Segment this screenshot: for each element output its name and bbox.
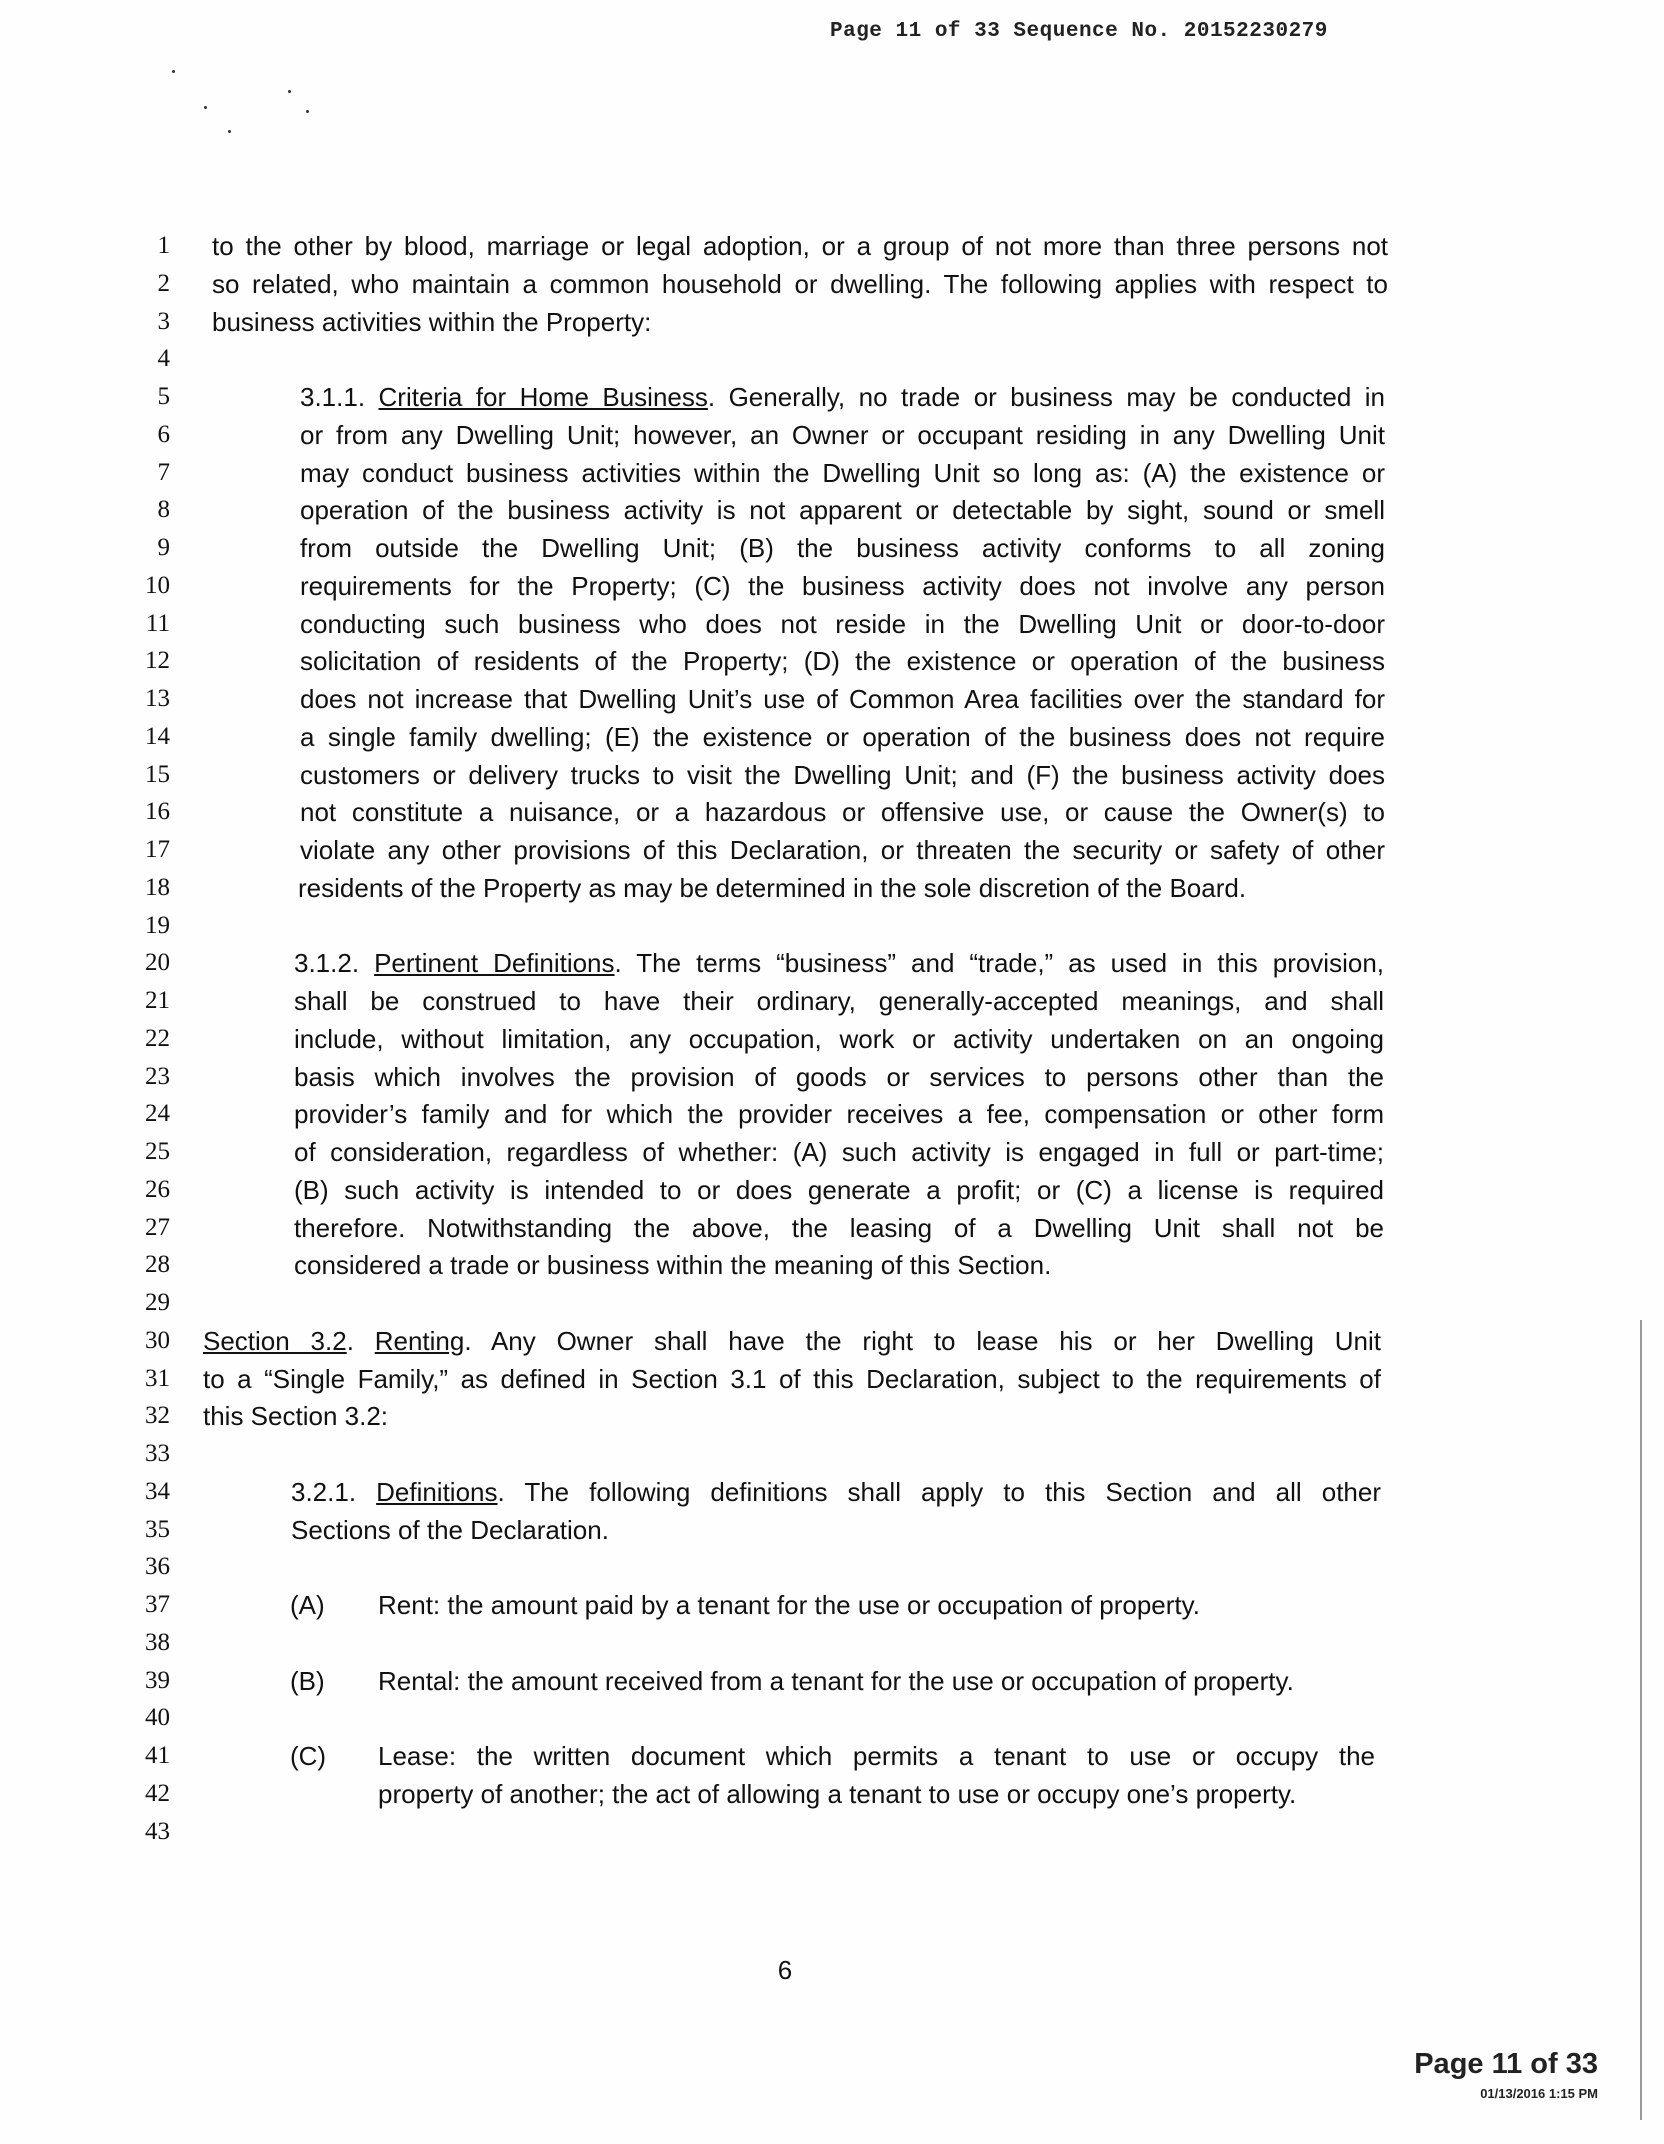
line-text xyxy=(300,493,1385,527)
page-number: 6 xyxy=(777,1955,793,1985)
line-number: 21 xyxy=(145,987,170,1014)
document-line xyxy=(0,1475,1664,1509)
text-segment: business activities within the Property: xyxy=(212,306,652,337)
text-segment: to the other by blood, marriage or legal adoption, or a group of not more than three persons not xyxy=(212,231,1388,261)
line-text xyxy=(294,1248,1051,1282)
text-segment: solicitation of residents of the Property; (D) the existence or operation of the business xyxy=(300,646,1385,677)
text-segment: from outside the Dwelling Unit; (B) the business activity conforms to all zoning xyxy=(300,533,1385,563)
line-text xyxy=(378,1777,1296,1811)
text-segment: Lease: the written document which permits a tenant to use or occupy the xyxy=(378,1741,1375,1771)
text-segment: Rental: the amount received from a tenant for the use or occupation of property. xyxy=(378,1665,1294,1696)
line-text xyxy=(212,267,1388,301)
line-number: 5 xyxy=(157,383,170,410)
line-number: 35 xyxy=(145,1515,170,1543)
scan-speck xyxy=(172,70,175,73)
text-segment: . The following definitions shall apply to this Section and all other xyxy=(497,1476,1381,1507)
stamp-date: 01/13/2016 1:15 PM xyxy=(1480,2086,1598,2101)
line-number: 25 xyxy=(145,1138,170,1165)
line-text xyxy=(203,1362,1381,1396)
text-segment: 3.1.2. xyxy=(294,948,375,979)
line-number: 43 xyxy=(145,1817,170,1845)
list-item-label: (B) xyxy=(290,1665,325,1696)
line-text xyxy=(294,1060,1384,1094)
line-text xyxy=(291,1513,609,1547)
document-line xyxy=(0,1777,1664,1811)
document-line xyxy=(0,1248,1664,1282)
text-segment: provider’s family and for which the provider receives a fee, compensation or other form xyxy=(294,1099,1384,1130)
line-text xyxy=(212,229,1388,263)
underlined-heading: Definitions xyxy=(376,1476,498,1507)
document-line xyxy=(0,1437,1664,1471)
document-line xyxy=(0,1399,1664,1433)
document-line xyxy=(0,984,1664,1018)
document-line xyxy=(0,1173,1664,1207)
text-segment: may conduct business activities within the Dwelling Unit so long as: (A) the existence or xyxy=(300,457,1385,488)
text-segment: requirements for the Property; (C) the business activity does not involve any person xyxy=(300,570,1385,601)
text-segment: Sections of the Declaration. xyxy=(291,1514,609,1545)
line-number: 9 xyxy=(157,534,170,561)
line-text xyxy=(378,1739,1375,1773)
document-line xyxy=(0,305,1664,339)
text-segment: (B) such activity is intended to or does generate a profit; or (C) a license is required xyxy=(294,1174,1384,1205)
line-number: 32 xyxy=(145,1402,170,1430)
line-number: 6 xyxy=(157,420,170,448)
document-line xyxy=(0,267,1664,301)
text-segment: . Generally, no trade or business may be conducted in xyxy=(707,382,1386,412)
line-text xyxy=(294,1173,1384,1207)
text-segment: operation of the business activity is not apparent or detectable by sight, sound or smell xyxy=(300,495,1385,526)
line-text xyxy=(300,795,1385,829)
line-text xyxy=(203,1324,1381,1358)
document-line xyxy=(0,1513,1664,1547)
line-text xyxy=(294,1135,1384,1169)
line-number: 13 xyxy=(145,685,170,712)
text-segment: violate any other provisions of this Declaration, or threaten the security or safety of other xyxy=(300,835,1385,865)
document-line xyxy=(0,1815,1664,1849)
line-number: 42 xyxy=(145,1779,170,1807)
text-segment: this Section 3.2: xyxy=(203,1401,388,1432)
text-segment: therefore. Notwithstanding the above, the leasing of a Dwelling Unit shall not be xyxy=(294,1212,1384,1243)
line-number: 33 xyxy=(145,1440,170,1467)
text-segment: include, without limitation, any occupation, work or activity undertaken on an ongoing xyxy=(294,1023,1384,1054)
document-line xyxy=(0,1324,1664,1358)
scan-speck xyxy=(204,106,207,109)
line-number: 19 xyxy=(145,911,170,939)
document-line xyxy=(0,380,1664,414)
document-line xyxy=(0,1362,1664,1396)
line-number: 12 xyxy=(145,647,170,675)
line-number: 27 xyxy=(145,1213,170,1241)
line-text xyxy=(298,871,1246,905)
text-segment: residents of the Property as may be determined in the sole discretion of the Board. xyxy=(298,872,1247,903)
text-segment: . Any Owner shall have the right to lease his or her Dwelling Unit xyxy=(464,1325,1381,1356)
line-number: 7 xyxy=(157,458,170,486)
document-line xyxy=(0,833,1664,867)
line-text xyxy=(300,531,1385,565)
line-text xyxy=(300,758,1385,792)
document-line xyxy=(0,720,1664,754)
line-text xyxy=(378,1588,1200,1622)
line-number: 1 xyxy=(157,232,170,259)
document-line xyxy=(0,493,1664,527)
text-segment: a single family dwelling; (E) the existence or operation of the business does not require xyxy=(300,721,1385,752)
line-text xyxy=(294,946,1384,980)
line-text xyxy=(300,644,1385,678)
text-segment: . The terms “business” and “trade,” as used in this provision, xyxy=(614,948,1385,979)
line-text xyxy=(300,607,1385,641)
document-line xyxy=(0,1286,1664,1320)
text-segment: shall be construed to have their ordinary, generally-accepted meanings, and shall xyxy=(294,986,1384,1016)
line-number: 10 xyxy=(145,571,170,599)
line-number: 40 xyxy=(145,1704,170,1732)
document-line xyxy=(0,871,1664,905)
line-text xyxy=(300,418,1385,452)
line-number: 36 xyxy=(145,1553,170,1581)
text-segment: basis which involves the provision of goods or services to persons other than the xyxy=(294,1061,1384,1092)
line-number: 20 xyxy=(145,949,170,977)
text-segment: of consideration, regardless of whether: (A) such activity is engaged in full or part-time; xyxy=(294,1137,1384,1167)
line-number: 28 xyxy=(145,1251,170,1279)
line-text xyxy=(203,1399,388,1433)
line-text xyxy=(300,720,1385,754)
line-text xyxy=(294,984,1384,1018)
line-number: 11 xyxy=(145,609,170,637)
list-item-label: (C) xyxy=(290,1741,327,1771)
list-item-label: (A) xyxy=(290,1590,325,1620)
document-line xyxy=(0,456,1664,490)
document-line xyxy=(0,569,1664,603)
line-text xyxy=(294,1097,1384,1131)
text-segment: customers or delivery trucks to visit the Dwelling Unit; and (F) the business activity does xyxy=(300,759,1385,790)
document-line xyxy=(0,909,1664,943)
line-number: 39 xyxy=(145,1666,170,1694)
line-text xyxy=(300,456,1385,490)
scan-edge-line xyxy=(1640,1320,1642,2120)
document-line xyxy=(0,1588,1664,1622)
line-number: 4 xyxy=(157,345,170,373)
document-line xyxy=(0,1550,1664,1584)
line-number: 31 xyxy=(145,1364,170,1392)
line-number: 2 xyxy=(157,269,170,297)
line-number: 16 xyxy=(145,798,170,826)
scan-speck xyxy=(228,130,231,133)
document-line xyxy=(0,342,1664,376)
line-number: 8 xyxy=(157,496,170,524)
line-number: 29 xyxy=(145,1289,170,1316)
line-number: 37 xyxy=(145,1591,170,1618)
line-number: 18 xyxy=(145,873,170,901)
line-number: 24 xyxy=(145,1100,170,1128)
line-text xyxy=(300,833,1385,867)
text-segment: 3.2.1. xyxy=(291,1476,377,1507)
line-text xyxy=(294,1022,1384,1056)
text-segment: not constitute a nuisance, or a hazardous or offensive use, or cause the Owner(s) to xyxy=(300,797,1385,828)
document-line xyxy=(0,1135,1664,1169)
document-line xyxy=(0,418,1664,452)
line-text xyxy=(294,1211,1384,1245)
line-number: 15 xyxy=(145,760,170,788)
text-segment: so related, who maintain a common household or dwelling. The following applies with respect to xyxy=(212,268,1388,299)
line-number: 17 xyxy=(145,836,170,863)
underlined-heading: Renting xyxy=(374,1325,465,1356)
document-line xyxy=(0,1022,1664,1056)
underlined-heading: Section 3.2 xyxy=(203,1325,347,1356)
document-line xyxy=(0,1701,1664,1735)
text-segment: 3.1.1. xyxy=(300,382,379,412)
text-segment: . xyxy=(346,1325,375,1356)
line-text xyxy=(291,1475,1381,1509)
document-line xyxy=(0,1739,1664,1773)
scan-speck xyxy=(288,90,291,93)
line-number: 38 xyxy=(145,1628,170,1656)
document-line xyxy=(0,682,1664,716)
line-number: 34 xyxy=(145,1477,170,1505)
text-segment: to a “Single Family,” as defined in Section 3.1 of this Declaration, subject to the requirements of xyxy=(203,1363,1381,1394)
page-header: Page 11 of 33 Sequence No. 20152230279 xyxy=(830,20,1328,43)
document-line xyxy=(0,1664,1664,1698)
scan-speck xyxy=(306,110,309,113)
line-text xyxy=(300,682,1385,716)
line-text xyxy=(300,569,1385,603)
line-number: 22 xyxy=(145,1024,170,1052)
line-number: 41 xyxy=(145,1742,170,1769)
text-segment: considered a trade or business within the meaning of this Section. xyxy=(294,1250,1052,1281)
line-text xyxy=(300,380,1385,414)
document-line xyxy=(0,1097,1664,1131)
document-line xyxy=(0,1060,1664,1094)
underlined-heading: Criteria for Home Business xyxy=(378,382,708,412)
underlined-heading: Pertinent Definitions xyxy=(374,948,615,979)
document-line xyxy=(0,1626,1664,1660)
line-number: 23 xyxy=(145,1062,170,1090)
document-line xyxy=(0,795,1664,829)
text-segment: or from any Dwelling Unit; however, an Owner or occupant residing in any Dwelling Unit xyxy=(300,419,1385,450)
line-text xyxy=(378,1664,1294,1698)
document-line xyxy=(0,644,1664,678)
text-segment: does not increase that Dwelling Unit’s use of Common Area facilities over the standard for xyxy=(300,684,1385,714)
document-line xyxy=(0,1211,1664,1245)
text-segment: conducting such business who does not reside in the Dwelling Unit or door-to-door xyxy=(300,608,1385,639)
document-line xyxy=(0,758,1664,792)
line-number: 3 xyxy=(157,307,170,335)
document-line xyxy=(0,229,1664,263)
line-number: 30 xyxy=(145,1326,170,1354)
document-line xyxy=(0,607,1664,641)
document-line xyxy=(0,531,1664,565)
text-segment: property of another; the act of allowing a tenant to use or occupy one’s property. xyxy=(378,1778,1297,1809)
text-segment: Rent: the amount paid by a tenant for the use or occupation of property. xyxy=(378,1590,1200,1620)
document-line xyxy=(0,946,1664,980)
line-text xyxy=(212,305,651,339)
line-number: 14 xyxy=(145,722,170,750)
line-number: 26 xyxy=(145,1175,170,1203)
stamp-page-count: Page 11 of 33 xyxy=(1414,2048,1598,2080)
